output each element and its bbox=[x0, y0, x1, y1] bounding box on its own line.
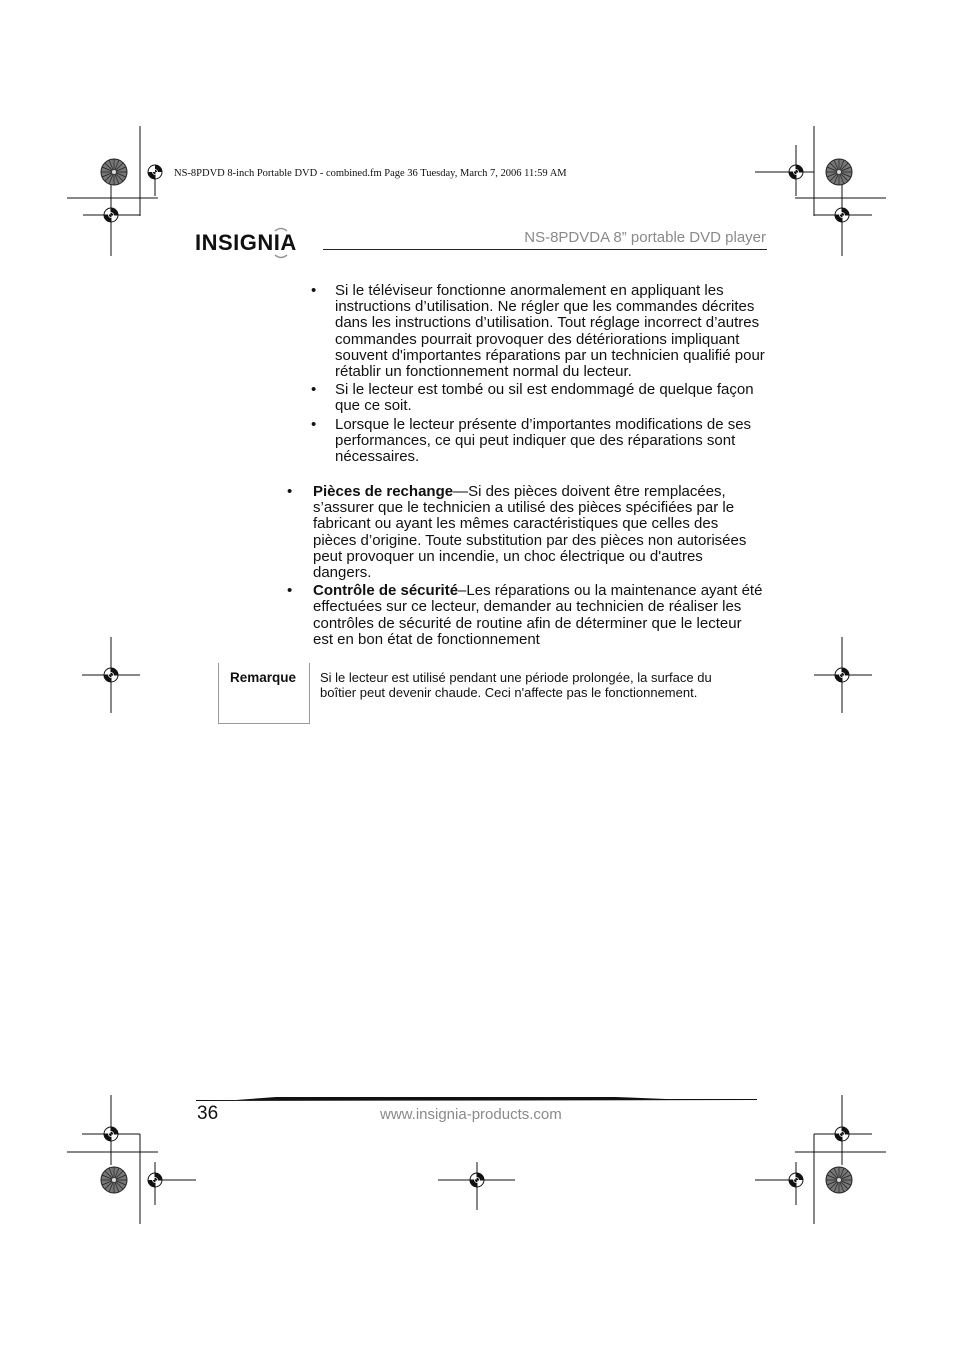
crop-mark-bottom-right bbox=[755, 1095, 886, 1224]
crop-mark-top-right bbox=[755, 126, 886, 256]
bullet-icon: • bbox=[311, 282, 317, 299]
list-item-text: —Si des pièces doivent être remplacées, s’assurer que le technicien a utilisé des pièces spécifiées par le fabricant ou ayant les mêmes caractéristiques que celles des pièces d’origine. Toute substitution par des pièces non autorisées peut provoquer un incendie, un choc électrique ou d'autres dangers. bbox=[313, 483, 747, 582]
list-item bbox=[283, 484, 763, 581]
page-number: 36 bbox=[197, 1103, 219, 1124]
footer-url: www.insignia-products.com bbox=[380, 1106, 562, 1123]
crop-mark-mid-right bbox=[814, 637, 872, 713]
bullet-icon: • bbox=[287, 582, 293, 600]
header-rule bbox=[323, 249, 767, 250]
crop-mark-top-left bbox=[67, 126, 162, 256]
header-title: NS-8PDVDA 8” portable DVD player bbox=[524, 229, 766, 246]
list-item bbox=[305, 382, 765, 414]
list-item bbox=[305, 417, 765, 466]
bullet-icon: • bbox=[287, 483, 293, 500]
sub-bullet-list bbox=[305, 283, 765, 467]
crop-mark-bottom-left bbox=[67, 1095, 196, 1224]
logo-text: INSIGNIA bbox=[195, 230, 297, 255]
list-item bbox=[283, 583, 763, 648]
list-item-term: Pièces de rechange bbox=[313, 483, 454, 500]
list-item bbox=[305, 283, 765, 380]
bullet-icon: • bbox=[311, 415, 317, 433]
note-label: Remarque bbox=[230, 670, 297, 685]
list-item-text: Si le lecteur est tombé ou sil est endommagé de quelque façon que ce soit. bbox=[335, 381, 754, 415]
bullet-icon: • bbox=[311, 381, 317, 399]
list-item-term: Contrôle de sécurité bbox=[313, 582, 459, 600]
list-item-text: –Les réparations ou la maintenance ayant été effectuées sur ce lecteur, demander au technicien de réaliser les contrôles de sécurité de routine afin de déterminer que le lecteur est en bon état de fonctionnement bbox=[313, 582, 763, 648]
list-item-text: Lorsque le lecteur présente d’importantes modifications de ses performances, ce qui peut indiquer que des réparations sont nécessaires. bbox=[335, 415, 752, 466]
footer-rule bbox=[196, 1097, 757, 1101]
printer-slug-line: NS-8PDVD 8-inch Portable DVD - combined.fm Page 36 Tuesday, March 7, 2006 11:59 AM bbox=[174, 168, 567, 179]
crop-mark-bottom-center bbox=[438, 1162, 515, 1210]
list-item-text: Si le téléviseur fonctionne anormalement en appliquant les instructions d’utilisation. Ne régler que les commandes décrites dans les instructions d’utilisation. Tout réglage incorrect d’autres commandes pourrait provoquer des détériorations impliquant souvent d'importantes réparations par un technicien qualifié pour rétablir un fonctionnement normal du lecteur. bbox=[335, 282, 765, 381]
insignia-logo bbox=[195, 226, 315, 260]
crop-mark-mid-left bbox=[82, 637, 140, 713]
note-text: Si le lecteur est utilisé pendant une période prolongée, la surface du boîtier peut devenir chaude. Ceci n'affecte pas le fonctionnement. bbox=[320, 670, 712, 700]
main-bullet-list bbox=[283, 484, 763, 650]
